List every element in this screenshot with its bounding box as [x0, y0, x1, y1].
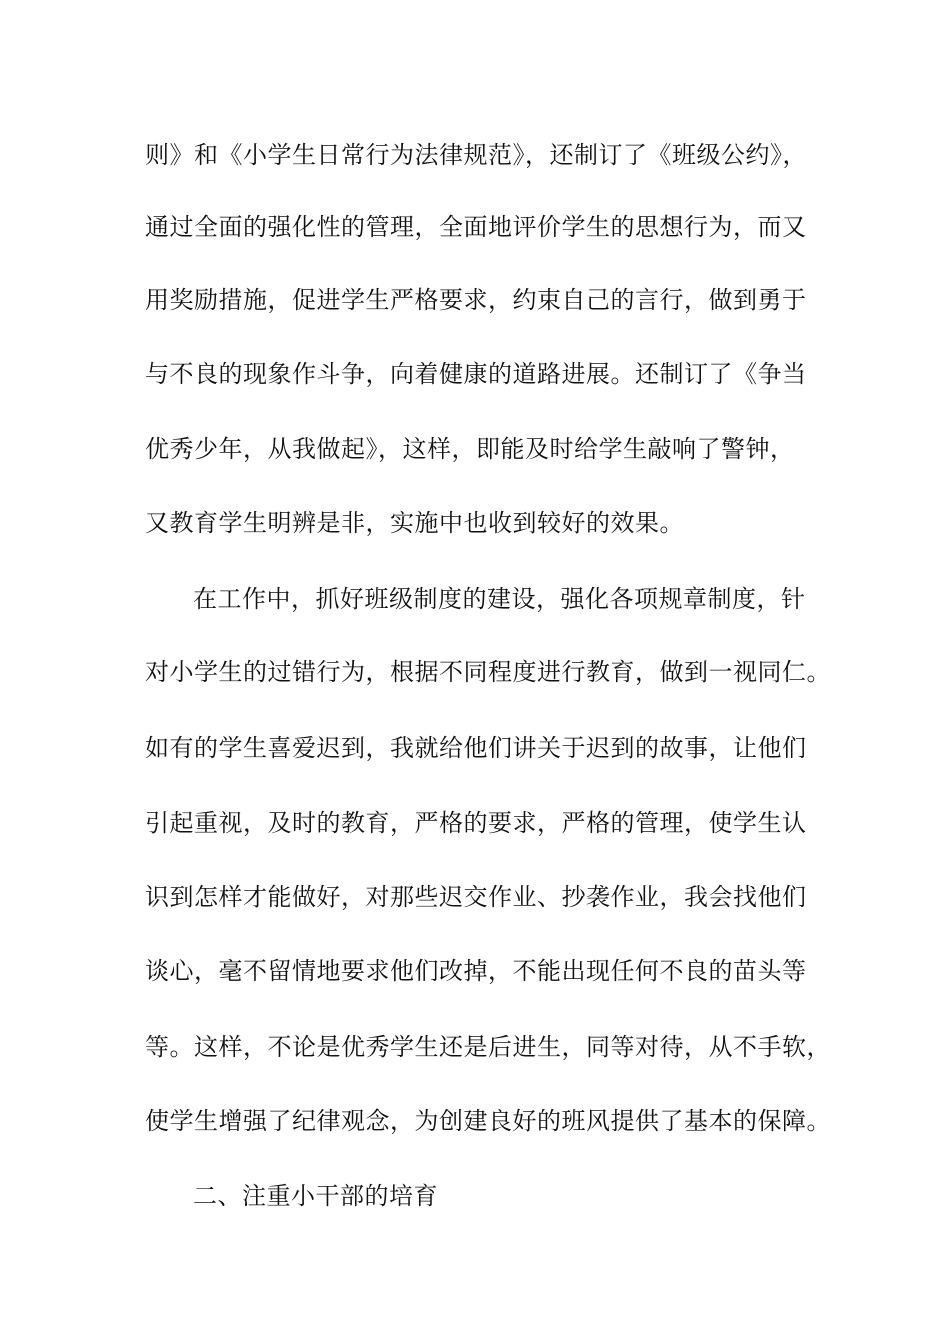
section-heading: 二、注重小干部的培育: [193, 1182, 438, 1210]
text-line: 如有的学生喜爱迟到，我就给他们讲关于迟到的故事，让他们: [145, 734, 807, 762]
text-line: 用奖励措施，促进学生严格要求，约束自己的言行，做到勇于: [145, 286, 807, 314]
text-line: 又教育学生明辨是非，实施中也收到较好的效果。: [145, 509, 684, 537]
text-line: 与不良的现象作斗争，向着健康的道路进展。还制订了《争当: [145, 360, 807, 388]
text-line: 则》和《小学生日常行为法律规范》，还制订了《班级公约》，: [145, 141, 807, 169]
text-line: 等。这样，不论是优秀学生还是后进生，同等对待，从不手软，: [145, 1033, 831, 1061]
paragraph-start-line: 在工作中，抓好班级制度的建设，强化各项规章制度，针: [193, 585, 806, 613]
text-line: 引起重视，及时的教育，严格的要求，严格的管理，使学生认: [145, 809, 807, 837]
text-line: 使学生增强了纪律观念，为创建良好的班风提供了基本的保障。: [145, 1107, 831, 1135]
text-line: 优秀少年，从我做起》，这样，即能及时给学生敲响了警钟，: [145, 435, 795, 463]
text-line: 对小学生的过错行为，根据不同程度进行教育，做到一视同仁。: [145, 658, 831, 686]
text-line: 通过全面的强化性的管理，全面地评价学生的思想行为，而又: [145, 213, 807, 241]
text-line: 识到怎样才能做好，对那些迟交作业、抄袭作业，我会找他们: [145, 883, 807, 911]
text-line: 谈心，毫不留情地要求他们改掉，不能出现任何不良的苗头等: [145, 957, 807, 985]
